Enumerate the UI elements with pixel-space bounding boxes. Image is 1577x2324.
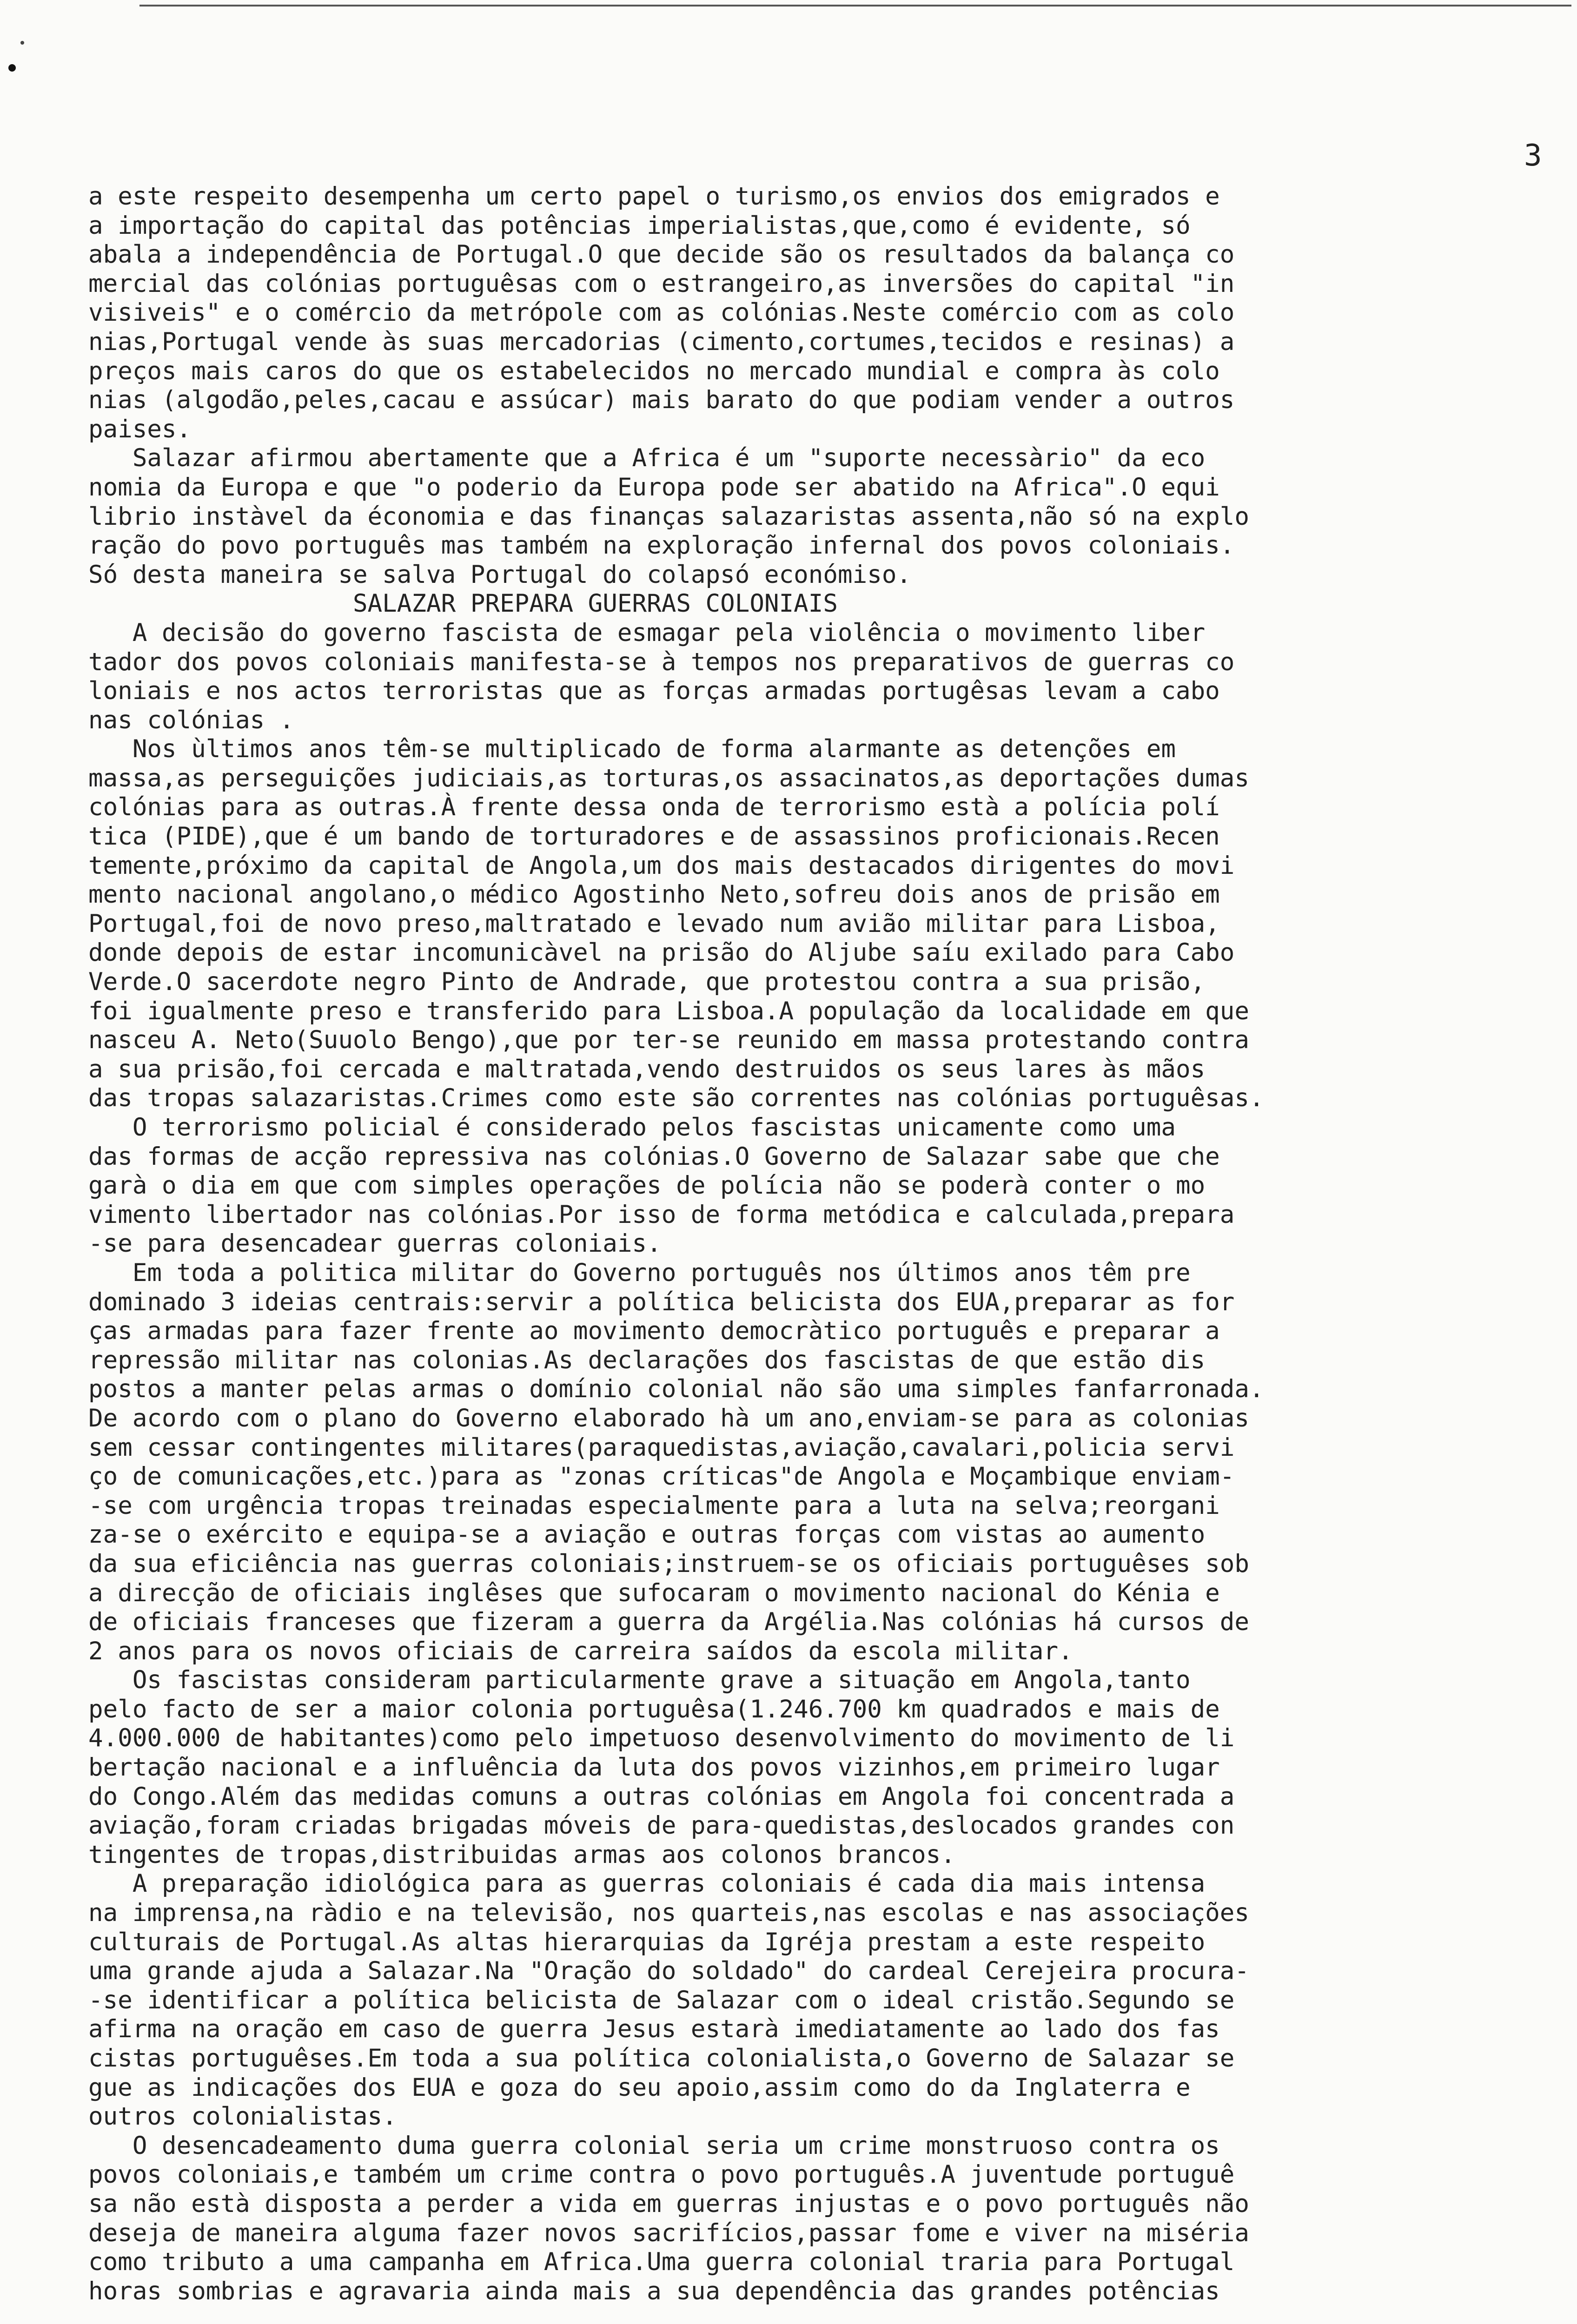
text-line: abala a independência de Portugal.O que decide são os resultados da balança co bbox=[88, 240, 1235, 269]
text-line: za-se o exército e equipa-se a aviação e outras forças com vistas ao aumento bbox=[88, 1520, 1206, 1549]
text-line: nas colónias . bbox=[88, 706, 294, 734]
text-line: O desencadeamento duma guerra colonial seria um crime monstruoso contra os bbox=[88, 2131, 1220, 2160]
text-line: -se para desencadear guerras coloniais. bbox=[88, 1229, 662, 1258]
text-line: ração do povo português mas também na exploração infernal dos povos coloniais. bbox=[88, 531, 1235, 560]
page-number: 3 bbox=[1524, 139, 1542, 173]
text-line: Verde.O sacerdote negro Pinto de Andrade, que protestou contra a sua prisão, bbox=[88, 968, 1206, 997]
text-line: De acordo com o plano do Governo elaborado hà um ano,enviam-se para as colonias bbox=[88, 1404, 1250, 1433]
text-line: mercial das colónias portuguêsas com o estrangeiro,as inversões do capital "in bbox=[88, 269, 1235, 298]
text-line: a este respeito desempenha um certo papel o turismo,os envios dos emigrados e bbox=[88, 182, 1220, 211]
text-line: ças armadas para fazer frente ao movimento democràtico português e preparar a bbox=[88, 1317, 1220, 1346]
text-line: mento nacional angolano,o médico Agostinho Neto,sofreu dois anos de prisão em bbox=[88, 880, 1220, 909]
text-line: -se com urgência tropas treinadas especialmente para a luta na selva;reorgani bbox=[88, 1491, 1220, 1520]
text-line: tica (PIDE),que é um bando de torturadores e de assassinos proficionais.Recen bbox=[88, 822, 1220, 851]
text-line: das tropas salazaristas.Crimes como este são correntes nas colónias portuguêsas. bbox=[88, 1084, 1264, 1113]
text-line: como tributo a uma campanha em Africa.Uma guerra colonial traria para Portugal bbox=[88, 2248, 1235, 2277]
text-line: a direcção de oficiais inglêses que sufocaram o movimento nacional do Kénia e bbox=[88, 1578, 1220, 1607]
text-line: horas sombrias e agravaria ainda mais a sua dependência das grandes potências bbox=[88, 2277, 1220, 2305]
text-line: visiveis" e o comércio da metrópole com as colónias.Neste comércio com as colo bbox=[88, 298, 1235, 327]
text-line: dominado 3 ideias centrais:servir a política belicista dos EUA,preparar as for bbox=[88, 1287, 1235, 1316]
text-line: ço de comunicações,etc.)para as "zonas críticas"de Angola e Moçambique enviam- bbox=[88, 1462, 1235, 1491]
punch-dot bbox=[8, 64, 16, 72]
text-line: O terrorismo policial é considerado pelos fascistas unicamente como uma bbox=[88, 1113, 1176, 1142]
text-line: 2 anos para os novos oficiais de carreira saídos da escola militar. bbox=[88, 1637, 1073, 1665]
text-line: tingentes de tropas,distribuidas armas aos colonos brancos. bbox=[88, 1840, 955, 1869]
text-line: garà o dia em que com simples operações de polícia não se poderà conter o mo bbox=[88, 1171, 1206, 1200]
body-text bbox=[88, 182, 1562, 2306]
text-line: Só desta maneira se salva Portugal do colapsó económiso. bbox=[88, 560, 912, 589]
text-line: A decisão do governo fascista de esmagar pela violência o movimento liber bbox=[88, 618, 1206, 647]
text-line: aviação,foram criadas brigadas móveis de para-quedistas,deslocados grandes con bbox=[88, 1811, 1235, 1840]
text-line: povos coloniais,e também um crime contra o povo português.A juventude portuguê bbox=[88, 2160, 1235, 2189]
text-line: foi igualmente preso e transferido para Lisboa.A população da localidade em que bbox=[88, 997, 1250, 1025]
text-line: tador dos povos coloniais manifesta-se à tempos nos preparativos de guerras co bbox=[88, 647, 1235, 676]
text-line: de oficiais franceses que fizeram a guerra da Argélia.Nas colónias há cursos de bbox=[88, 1608, 1250, 1637]
text-line: vimento libertador nas colónias.Por isso de forma metódica e calculada,prepara bbox=[88, 1200, 1235, 1229]
text-line: loniais e nos actos terroristas que as forças armadas portugêsas levam a cabo bbox=[88, 677, 1220, 706]
text-line: nias,Portugal vende às suas mercadorias (cimento,cortumes,tecidos e resinas) a bbox=[88, 327, 1235, 356]
text-line: librio instàvel da économia e das finanças salazaristas assenta,não só na explo bbox=[88, 502, 1250, 531]
text-line: na imprensa,na ràdio e na televisão, nos quarteis,nas escolas e nas associações bbox=[88, 1899, 1250, 1928]
text-line: massa,as perseguições judiciais,as torturas,os assacinatos,as deportações dumas bbox=[88, 764, 1250, 792]
text-line: donde depois de estar incomunicàvel na prisão do Aljube saíu exilado para Cabo bbox=[88, 938, 1235, 967]
text-line: das formas de acção repressiva nas colónias.O Governo de Salazar sabe que che bbox=[88, 1142, 1220, 1171]
text-line: do Congo.Além das medidas comuns a outras colónias em Angola foi concentrada a bbox=[88, 1782, 1235, 1811]
text-line: repressão militar nas colonias.As declarações dos fascistas de que estão dis bbox=[88, 1346, 1206, 1374]
text-line: pelo facto de ser a maior colonia portuguêsa(1.246.700 km quadrados e mais de bbox=[88, 1695, 1220, 1723]
ink-mark bbox=[20, 41, 24, 45]
text-line: -se identificar a política belicista de Salazar com o ideal cristão.Segundo se bbox=[88, 1986, 1235, 2014]
text-line: a importação do capital das potências imperialistas,que,como é evidente, só bbox=[88, 211, 1191, 240]
text-line: Salazar afirmou abertamente que a Africa é um "suporte necessàrio" da eco bbox=[88, 444, 1206, 473]
heading-text: SALAZAR PREPARA GUERRAS COLONIAIS bbox=[352, 589, 838, 618]
text-line: nomia da Europa e que "o poderio da Europa pode ser abatido na Africa".O equi bbox=[88, 473, 1220, 502]
text-line: bertação nacional e a influência da luta dos povos vizinhos,em primeiro lugar bbox=[88, 1753, 1220, 1782]
section-heading bbox=[88, 589, 1562, 619]
text-line: uma grande ajuda a Salazar.Na "Oração do soldado" do cardeal Cerejeira procura- bbox=[88, 1957, 1250, 1986]
text-line: 4.000.000 de habitantes)como pelo impetuoso desenvolvimento do movimento de li bbox=[88, 1724, 1235, 1753]
text-line: deseja de maneira alguma fazer novos sacrifícios,passar fome e viver na miséria bbox=[88, 2218, 1250, 2247]
top-rule bbox=[139, 5, 1571, 7]
text-line: afirma na oração em caso de guerra Jesus estarà imediatamente ao lado dos fas bbox=[88, 2015, 1220, 2044]
text-line: outros colonialistas. bbox=[88, 2102, 397, 2131]
text-line: temente,próximo da capital de Angola,um dos mais destacados dirigentes do movi bbox=[88, 851, 1235, 880]
text-line: preços mais caros do que os estabelecidos no mercado mundial e compra às colo bbox=[88, 357, 1220, 385]
text-line: nias (algodão,peles,cacau e assúcar) mais barato do que podiam vender a outros bbox=[88, 386, 1235, 415]
text-line: a sua prisão,foi cercada e maltratada,vendo destruidos os seus lares às mãos bbox=[88, 1055, 1206, 1083]
text-line: Nos ùltimos anos têm-se multiplicado de forma alarmante as detenções em bbox=[88, 735, 1176, 764]
text-line: paises. bbox=[88, 415, 192, 443]
text-line: postos a manter pelas armas o domínio colonial não são uma simples fanfarronada. bbox=[88, 1375, 1264, 1404]
text-line: nasceu A. Neto(Suuolo Bengo),que por ter-se reunido em massa protestando contra bbox=[88, 1026, 1250, 1055]
text-line: colónias para as outras.À frente dessa onda de terrorismo està a polícia polí bbox=[88, 793, 1220, 822]
text-line: A preparação idiológica para as guerras coloniais é cada dia mais intensa bbox=[88, 1869, 1206, 1898]
text-line: Em toda a politica militar do Governo português nos últimos anos têm pre bbox=[88, 1258, 1191, 1287]
text-line: culturais de Portugal.As altas hierarquias da Igréja prestam a este respeito bbox=[88, 1928, 1206, 1956]
text-line: Os fascistas consideram particularmente grave a situação em Angola,tanto bbox=[88, 1666, 1191, 1695]
text-line: da sua eficiência nas guerras coloniais;instruem-se os oficiais portuguêses sob bbox=[88, 1549, 1250, 1578]
text-line: gue as indicações dos EUA e goza do seu apoio,assim como do da Inglaterra e bbox=[88, 2073, 1191, 2102]
text-line: Portugal,foi de novo preso,maltratado e levado num avião militar para Lisboa, bbox=[88, 909, 1220, 938]
text-line: cistas portuguêses.Em toda a sua política colonialista,o Governo de Salazar se bbox=[88, 2044, 1235, 2073]
text-line: sem cessar contingentes militares(paraquedistas,aviação,cavalari,policia servi bbox=[88, 1433, 1235, 1462]
text-line: sa não està disposta a perder a vida em guerras injustas e o povo português não bbox=[88, 2189, 1250, 2218]
